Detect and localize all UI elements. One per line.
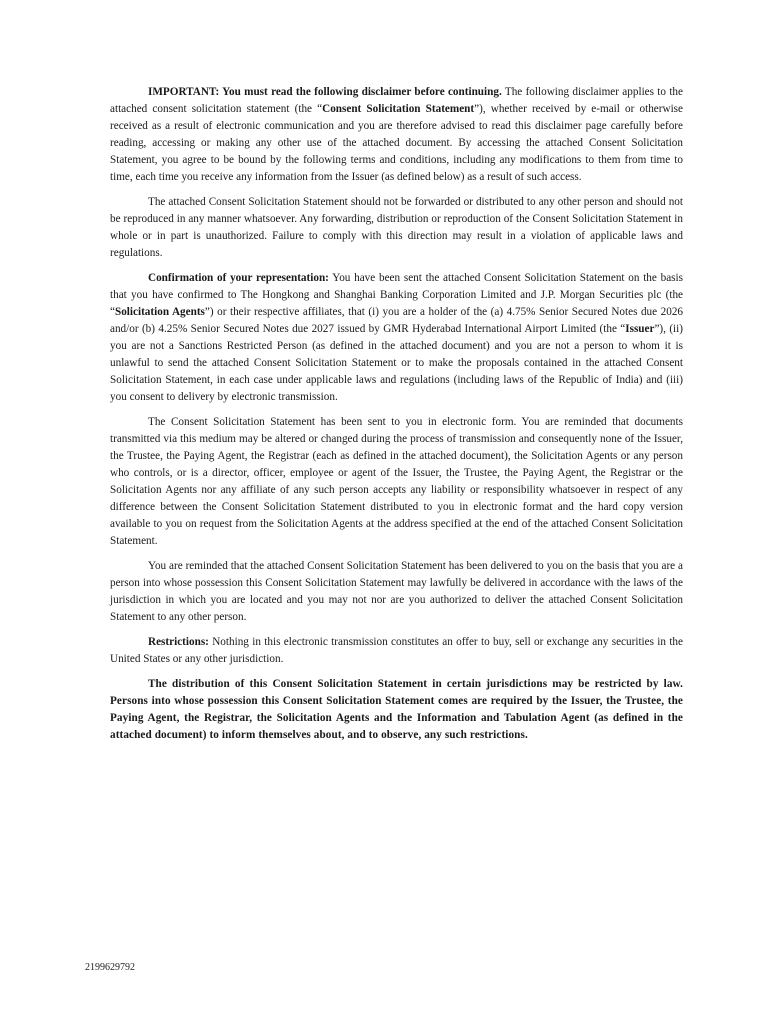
document-id: 2199629792 — [85, 962, 135, 973]
paragraph-distribution: The distribution of this Consent Solicitation Statement in certain jurisdictions may be restricted by law. Persons into whose possession this Consent Solicitation Statement comes are required by the Issuer, the Trustee, the Paying Agent, the Registrar, the Solicitation Agents and the Information and Tabulation Agent (as defined in the attached document) to inform themselves about, and to observe, any such restrictions. — [110, 678, 683, 741]
paragraph-confirmation: Confirmation of your representation: You have been sent the attached Consent Solicitation Statement on the basis that you have confirmed to The Hongkong and Shanghai Banking Corporation Limited and J.P. Morgan Securities plc (the “Solicitation Agents”) or their respective affiliates, that (i) you are a holder of the (a) 4.75% Senior Secured Notes due 2026 and/or (b) 4.25% Senior Secured Notes due 2027 issued by GMR Hyderabad International Airport Limited (the “Issuer”), (ii) you are not a Sanctions Restricted Person (as defined in the attached document) and you are not a person to whom it is unlawful to send the attached Consent Solicitation Statement or to make the proposals contained in the attached Consent Solicitation Statement, in each case under applicable laws and regulations (including laws of the Republic of India) and (iii) you consent to delivery by electronic transmission. — [110, 272, 684, 403]
important-lead: IMPORTANT: You must read the following disclaimer before continuing. — [148, 86, 502, 98]
confirmation-lead: Confirmation of your representation: — [148, 272, 329, 284]
paragraph-restrictions: Restrictions: Nothing in this electronic transmission constitutes an offer to buy, sell or exchange any securities in the United States or any other jurisdiction. — [110, 636, 683, 665]
paragraph-important: IMPORTANT: You must read the following disclaimer before continuing. The following disclaimer applies to the attached consent solicitation statement (the “Consent Solicitation Statement”), whether received by e-mail or otherwise received as a result of electronic communication and you are therefore advised to read this disclaimer page carefully before reading, accessing or making any other use of the attached document. By accessing the attached Consent Solicitation Statement, you agree to be bound by the following terms and conditions, including any modifications to them from time to time, each time you receive any information from the Issuer (as defined below) as a result of such access. — [110, 86, 683, 183]
paragraph-reminder: You are reminded that the attached Consent Solicitation Statement has been delivered to you on the basis that you are a person into whose possession this Consent Solicitation Statement may lawfully be delivered in accordance with the laws of the jurisdiction in which you are located and you may not nor are you authorized to deliver the attached Consent Solicitation Statement to any other person. — [110, 560, 683, 623]
paragraph-forwarding: The attached Consent Solicitation Statement should not be forwarded or distributed to any other person and should not be reproduced in any manner whatsoever. Any forwarding, distribution or reproduction of the Consent Solicitation Statement in whole or in part is unauthorized. Failure to comply with this direction may result in a violation of applicable laws and regulations. — [110, 196, 683, 259]
restrictions-lead: Restrictions: — [148, 636, 209, 648]
disclaimer-body — [110, 84, 683, 752]
paragraph-electronic-form: The Consent Solicitation Statement has been sent to you in electronic form. You are reminded that documents transmitted via this medium may be altered or changed during the process of transmission and consequently none of the Issuer, the Trustee, the Paying Agent, the Registrar (each as defined in the attached document), the Solicitation Agents or any person who controls, or is a director, officer, employee or agent of the Issuer, the Trustee, the Paying Agent, the Registrar or the Solicitation Agents nor any affiliate of any such person accepts any liability or responsibility whatsoever in respect of any difference between the Consent Solicitation Statement distributed to you in electronic format and the hard copy version available to you on request from the Solicitation Agents at the address specified at the end of the attached Consent Solicitation Statement. — [110, 416, 683, 547]
